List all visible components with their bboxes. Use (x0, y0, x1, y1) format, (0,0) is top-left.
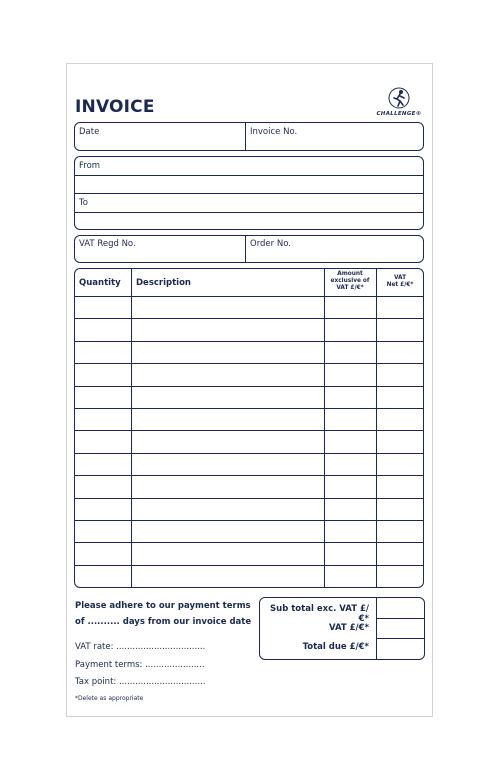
divider (245, 236, 246, 262)
amount-header-line: Amount (337, 271, 363, 277)
column-divider (376, 269, 377, 587)
tax-point-field: Tax point: ................................ (75, 677, 206, 687)
from-label: From (79, 161, 101, 171)
invoice-no-label: Invoice No. (250, 127, 298, 137)
divider (75, 193, 423, 194)
terms-line: of .......... days from our invoice date (75, 617, 252, 627)
table-row (75, 565, 423, 566)
table-row (75, 318, 423, 319)
vat-header-line: Net £/€* (386, 282, 414, 288)
from-line (75, 175, 423, 176)
amount-header (324, 271, 376, 292)
divider (376, 618, 424, 619)
vat-header-line: VAT (393, 275, 407, 281)
table-row (75, 296, 423, 297)
extra-fields (75, 639, 205, 692)
amount-header-line: exclusive of (330, 278, 370, 284)
vat-order-box (74, 235, 424, 263)
table-row (75, 363, 423, 364)
runner-icon (388, 86, 410, 110)
to-line (75, 212, 423, 213)
vat-rate-field: VAT rate: ................................. (75, 642, 206, 652)
table-row (75, 430, 423, 431)
table-row (75, 520, 423, 521)
table-row (75, 475, 423, 476)
subtotal-label: Sub total exc. VAT £/€* (270, 604, 369, 624)
table-row (75, 498, 423, 499)
vat-total-label: VAT £/€* (328, 623, 369, 633)
to-label: To (79, 198, 88, 208)
description-header: Description (136, 278, 191, 288)
challenge-logo (376, 86, 422, 122)
table-row (75, 408, 423, 409)
column-divider (131, 269, 132, 587)
from-to-box (74, 156, 424, 230)
column-divider (376, 598, 377, 659)
table-row (75, 453, 423, 454)
total-due-label: Total due £/€* (302, 642, 369, 652)
vat-regd-label: VAT Regd No. (79, 239, 136, 249)
payment-terms-field: Payment terms: ...................... (75, 659, 205, 670)
vat-header (376, 275, 424, 289)
brand-name: CHALLENGE® (376, 111, 422, 117)
column-divider (324, 269, 325, 587)
table-row (75, 386, 423, 387)
divider (245, 123, 246, 150)
items-table (74, 268, 424, 588)
amount-header-line: VAT £/€* (336, 285, 364, 291)
order-no-label: Order No. (250, 239, 291, 249)
date-invoice-box (74, 122, 424, 151)
terms-line: Please adhere to our payment terms (75, 601, 251, 611)
delete-note: *Delete as appropriate (75, 695, 144, 702)
quantity-header: Quantity (79, 278, 121, 288)
table-row (75, 542, 423, 543)
invoice-title: INVOICE (75, 97, 155, 117)
divider (376, 638, 424, 639)
date-label: Date (79, 127, 100, 137)
table-row (75, 341, 423, 342)
totals-box (259, 597, 425, 660)
payment-terms (75, 598, 251, 630)
invoice-form (66, 63, 433, 717)
